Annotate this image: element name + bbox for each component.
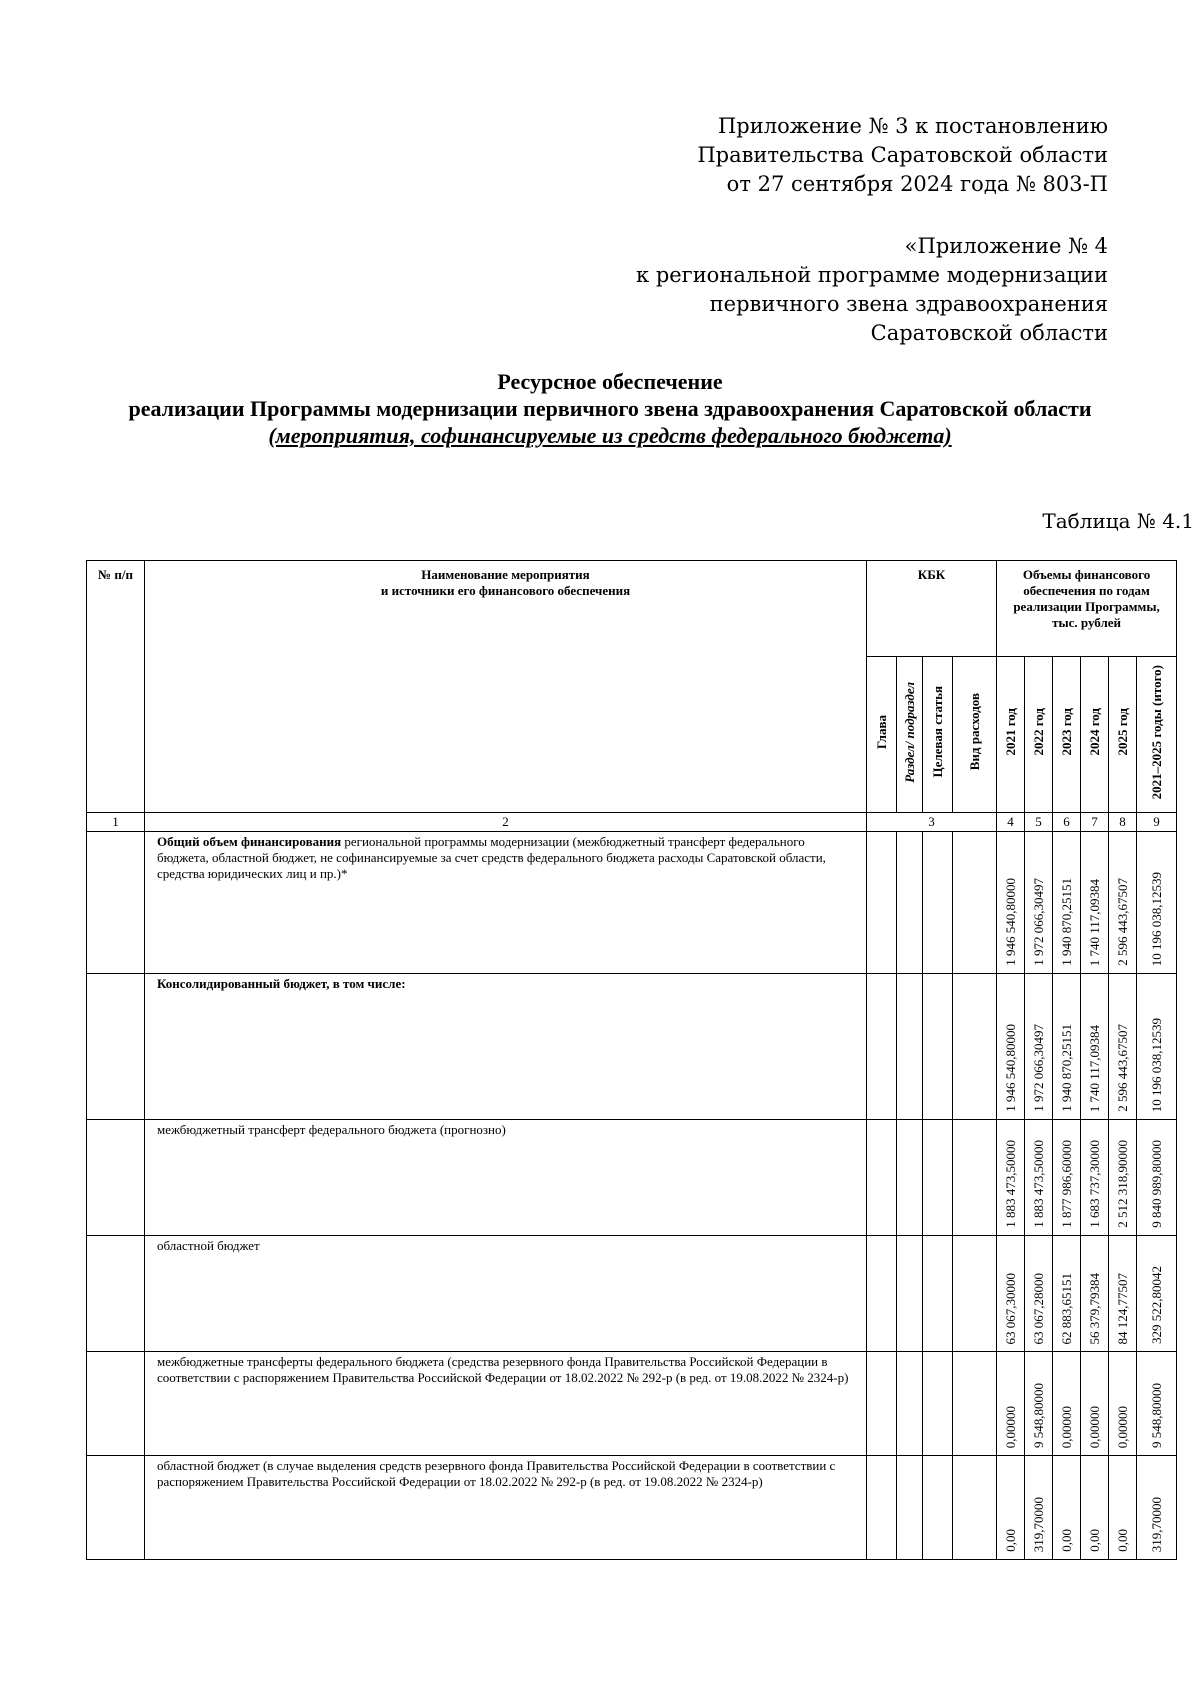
kbk-cell [953,974,997,1120]
kbk-cell [923,1456,953,1560]
header-name-line: Наименование мероприятия [421,567,590,582]
row-num-cell [87,1120,145,1236]
value-cell: 9 548,80000 [1025,1352,1053,1456]
row-name-bold: Общий объем финансирования [157,834,342,849]
row-num-cell [87,1236,145,1352]
value-cell: 1 877 986,60000 [1053,1120,1081,1236]
row-name-text: областной бюджет [157,1238,260,1253]
table-row [87,974,1177,1120]
value-cell: 0,00000 [1053,1352,1081,1456]
row-name-cell [145,832,867,974]
row-name-text: региональной программы модернизации (межбюджетный трансферт федерального бюджета, областной бюджет, не софинансируемые за счет средств федерального бюджета расходы Саратовской области, средства юридических лиц и пр.)* [157,834,826,881]
index-cell: 6 [1053,813,1081,832]
kbk-cell [867,832,897,974]
header-year-2024: 2024 год [1081,657,1109,813]
value-cell: 1 883 473,50000 [997,1120,1025,1236]
value-cell: 0,00 [997,1456,1025,1560]
kbk-cell [897,832,923,974]
index-cell: 8 [1109,813,1137,832]
kbk-cell [923,832,953,974]
table-row [87,1456,1177,1560]
header-kbk-target: Целевая статья [923,657,953,813]
value-cell: 0,00000 [1081,1352,1109,1456]
kbk-cell [867,974,897,1120]
header-year-2022: 2022 год [1025,657,1053,813]
row-name-cell [145,1456,867,1560]
kbk-cell [953,1120,997,1236]
kbk-cell [923,1120,953,1236]
header-kbk-chapter: Глава [867,657,897,813]
row-name-text: областной бюджет (в случае выделения средств резервного фонда Правительства Российской Федерации в соответствии с распоряжением Правительства Российской Федерации от 18.02.2022 № 292-р (в ред. от 19.08.2022 № 2324-р) [157,1458,836,1489]
value-cell: 63 067,30000 [997,1236,1025,1352]
kbk-cell [953,1352,997,1456]
index-cell: 2 [145,813,867,832]
header-name [145,561,867,813]
index-cell: 1 [87,813,145,832]
value-cell: 1 683 737,30000 [1081,1120,1109,1236]
value-cell: 62 883,65151 [1053,1236,1081,1352]
decree-line: Правительства Саратовской области [697,143,1108,167]
kbk-cell [897,1352,923,1456]
value-cell: 1 972 066,30497 [1025,974,1053,1120]
value-cell: 0,00 [1109,1456,1137,1560]
kbk-cell [867,1456,897,1560]
decree-reference [697,112,1108,199]
decree-line: Приложение № 3 к постановлению [717,114,1108,138]
table-row [87,1236,1177,1352]
value-cell: 0,00000 [997,1352,1025,1456]
value-cell: 1 946 540,80000 [997,832,1025,974]
appendix-line: к региональной программе модернизации [636,263,1108,287]
value-cell: 1 940 870,25151 [1053,974,1081,1120]
kbk-cell [867,1236,897,1352]
table-row [87,1352,1177,1456]
header-name-line: и источники его финансового обеспечения [380,583,631,598]
kbk-cell [897,1456,923,1560]
index-cell: 3 [867,813,997,832]
row-name-cell [145,1120,867,1236]
table-row [87,1120,1177,1236]
value-cell: 63 067,28000 [1025,1236,1053,1352]
header-year-2021: 2021 год [997,657,1025,813]
kbk-cell [867,1120,897,1236]
value-cell: 2 596 443,67507 [1109,974,1137,1120]
value-cell: 0,00 [1053,1456,1081,1560]
row-num-cell [87,974,145,1120]
index-cell: 9 [1137,813,1177,832]
kbk-cell [867,1352,897,1456]
title-line-1: Ресурсное обеспечение [497,369,723,394]
value-cell: 1 740 117,09384 [1081,974,1109,1120]
row-name-bold: Консолидированный бюджет, в том числе: [157,976,406,991]
kbk-cell [953,1456,997,1560]
row-name-cell [145,974,867,1120]
row-num-cell [87,832,145,974]
decree-line: от 27 сентября 2024 года № 803-П [726,172,1108,196]
header-year-total: 2021–2025 годы (итого) [1137,657,1177,813]
kbk-cell [923,1352,953,1456]
value-cell: 2 596 443,67507 [1109,832,1137,974]
value-cell: 10 196 038,12539 [1137,974,1177,1120]
header-kbk: КБК [867,561,997,657]
kbk-cell [923,1236,953,1352]
value-cell: 319,70000 [1137,1456,1177,1560]
value-cell: 319,70000 [1025,1456,1053,1560]
index-cell: 7 [1081,813,1109,832]
index-row [87,813,1177,832]
header-kbk-type: Вид расходов [953,657,997,813]
row-num-cell [87,1352,145,1456]
kbk-cell [953,832,997,974]
header-volumes: Объемы финансового обеспечения по годам реализации Программы, тыс. рублей [997,561,1177,657]
table-number: Таблица № 4.1 [1042,509,1194,533]
value-cell: 84 124,77507 [1109,1236,1137,1352]
row-num-cell [87,1456,145,1560]
kbk-cell [923,974,953,1120]
appendix-line: «Приложение № 4 [904,234,1108,258]
value-cell: 329 522,80042 [1137,1236,1177,1352]
value-cell: 1 883 473,50000 [1025,1120,1053,1236]
value-cell: 9 548,80000 [1137,1352,1177,1456]
appendix-reference [636,232,1108,348]
appendix-line: Саратовской области [870,321,1108,345]
title-subtitle: (мероприятия, софинансируемые из средств федерального бюджета) [268,423,952,448]
value-cell: 9 840 989,80000 [1137,1120,1177,1236]
row-name-cell [145,1236,867,1352]
value-cell: 56 379,79384 [1081,1236,1109,1352]
row-name-text: межбюджетные трансферты федерального бюджета (средства резервного фонда Правительства Российской Федерации в соответствии с распоряжением Правительства Российской Федерации от 18.02.2022 № 292-р (в ред. от 19.08.2022 № 2324-р) [157,1354,849,1385]
title-line-2: реализации Программы модернизации первичного звена здравоохранения Саратовской области [128,396,1092,421]
value-cell: 10 196 038,12539 [1137,832,1177,974]
kbk-cell [897,1236,923,1352]
kbk-cell [953,1236,997,1352]
value-cell: 0,00000 [1109,1352,1137,1456]
index-cell: 5 [1025,813,1053,832]
table-row [87,832,1177,974]
value-cell: 1 940 870,25151 [1053,832,1081,974]
value-cell: 1 740 117,09384 [1081,832,1109,974]
value-cell: 1 972 066,30497 [1025,832,1053,974]
kbk-cell [897,1120,923,1236]
row-name-cell [145,1352,867,1456]
document-title [110,368,1110,449]
appendix-line: первичного звена здравоохранения [709,292,1108,316]
value-cell: 1 946 540,80000 [997,974,1025,1120]
header-year-2025: 2025 год [1109,657,1137,813]
index-cell: 4 [997,813,1025,832]
value-cell: 2 512 318,90000 [1109,1120,1137,1236]
header-num: № п/п [87,561,145,813]
resource-table [86,560,1177,1560]
header-kbk-section: Раздел/ подраздел [897,657,923,813]
kbk-cell [897,974,923,1120]
value-cell: 0,00 [1081,1456,1109,1560]
header-year-2023: 2023 год [1053,657,1081,813]
row-name-text: межбюджетный трансферт федерального бюджета (прогнозно) [157,1122,506,1137]
